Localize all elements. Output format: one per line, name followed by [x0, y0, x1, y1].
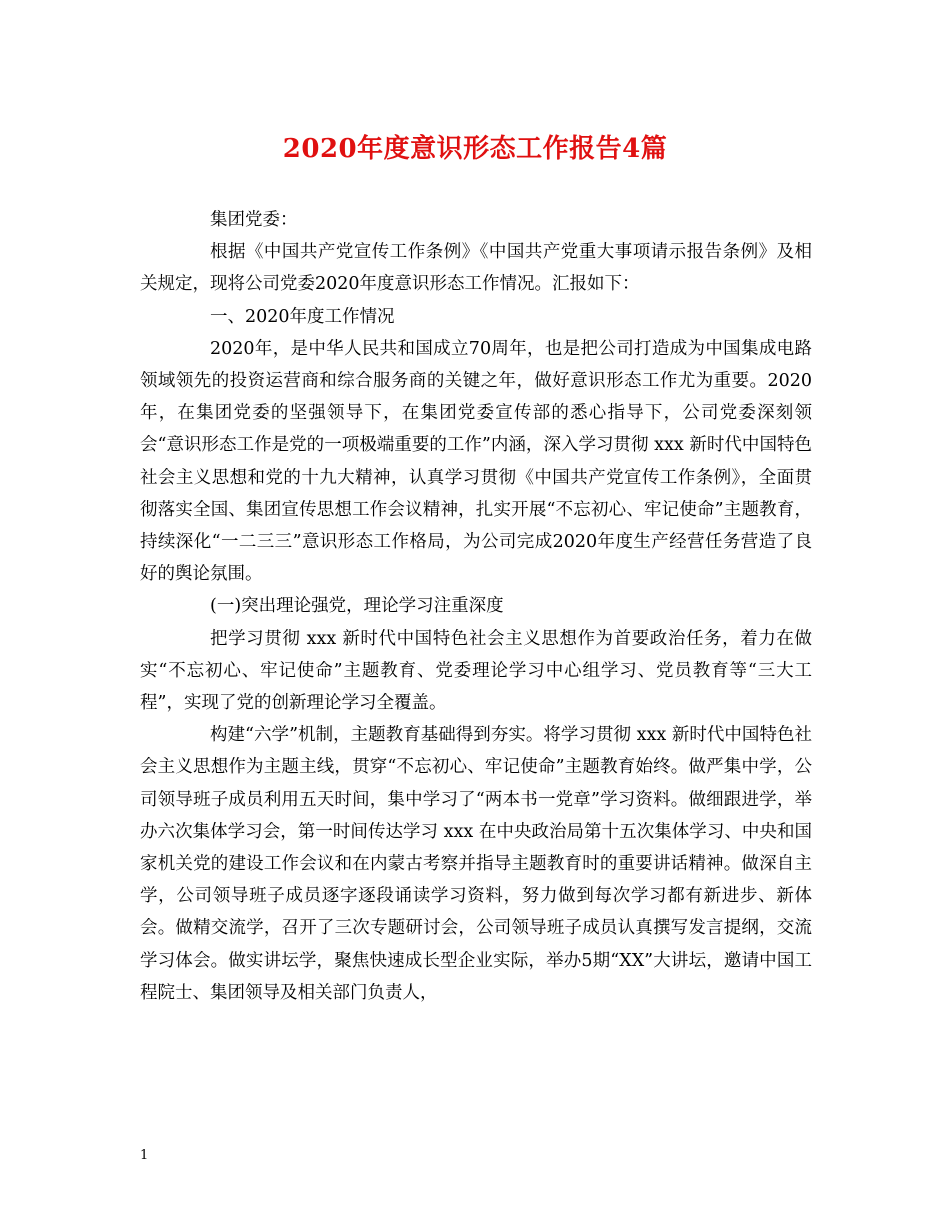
subsection-heading: (一)突出理论强党，理论学习注重深度 — [210, 596, 504, 617]
document-title: 2020年度意识形态工作报告4篇 — [282, 134, 668, 164]
body-paragraph: 把学习贯彻 xxx 新时代中国特色社会主义思想作为首要政治任务，着力在做实“不忘初心、牢记使命”主题教育、党委理论学习中心组学习、党员教育等“三大工程”，实现了党的创新理论学习全覆盖。 — [140, 628, 812, 714]
intro-paragraph: 根据《中国共产党宣传工作条例》《中国共产党重大事项请示报告条例》及相关规定，现将公司党委2020年度意识形态工作情况。汇报如下： — [140, 242, 812, 295]
body-paragraph: 2020年，是中华人民共和国成立70周年，也是把公司打造成为中国集成电路领域领先的投资运营商和综合服务商的关键之年，做好意识形态工作尤为重要。2020年，在集团党委的坚强领导下，在集团党委宣传部的悉心指导下，公司党委深刻领会“意识形态工作是党的一项极端重要的工作”内涵，深入学习贯彻 xxx 新时代中国特色社会主义思想和党的十九大精神，认真学习贯彻《中国共产党宣传工作条例》，全面贯彻落实全国、集团宣传思想工作会议精神，扎实开展“不忘初心、牢记使命”主题教育，持续深化“一二三三”意识形态工作格局，为公司完成2020年度生产经营任务营造了良好的舆论氛围。 — [140, 338, 812, 585]
section-heading: 一、2020年度工作情况 — [210, 306, 395, 327]
page-number: 1 — [140, 1148, 149, 1163]
body-paragraph: 构建“六学”机制，主题教育基础得到夯实。将学习贯彻 xxx 新时代中国特色社会主义思想作为主题主线，贯穿“不忘初心、牢记使命”主题教育始终。做严集中学，公司领导班子成员利用五天时间，集中学习了“两本书一党章”学习资料。做细跟进学，举办六次集体学习会，第一时间传达学习 xxx 在中央政治局第十五次集体学习、中央和国家机关党的建设工作会议和在内蒙古考察并指导主题教育时的重要讲话精神。做深自主学，公司领导班子成员逐字逐段诵读学习资料，努力做到每次学习都有新进步、新体会。做精交流学，召开了三次专题研讨会，公司领导班子成员认真撰写发言提纲，交流学习体会。做实讲坛学，聚焦快速成长型企业实际，举办5期“XX”大讲坛，邀请中国工程院士、集团领导及相关部门负责人， — [140, 725, 812, 1003]
salutation: 集团党委： — [210, 210, 298, 230]
document-body — [140, 204, 812, 1009]
